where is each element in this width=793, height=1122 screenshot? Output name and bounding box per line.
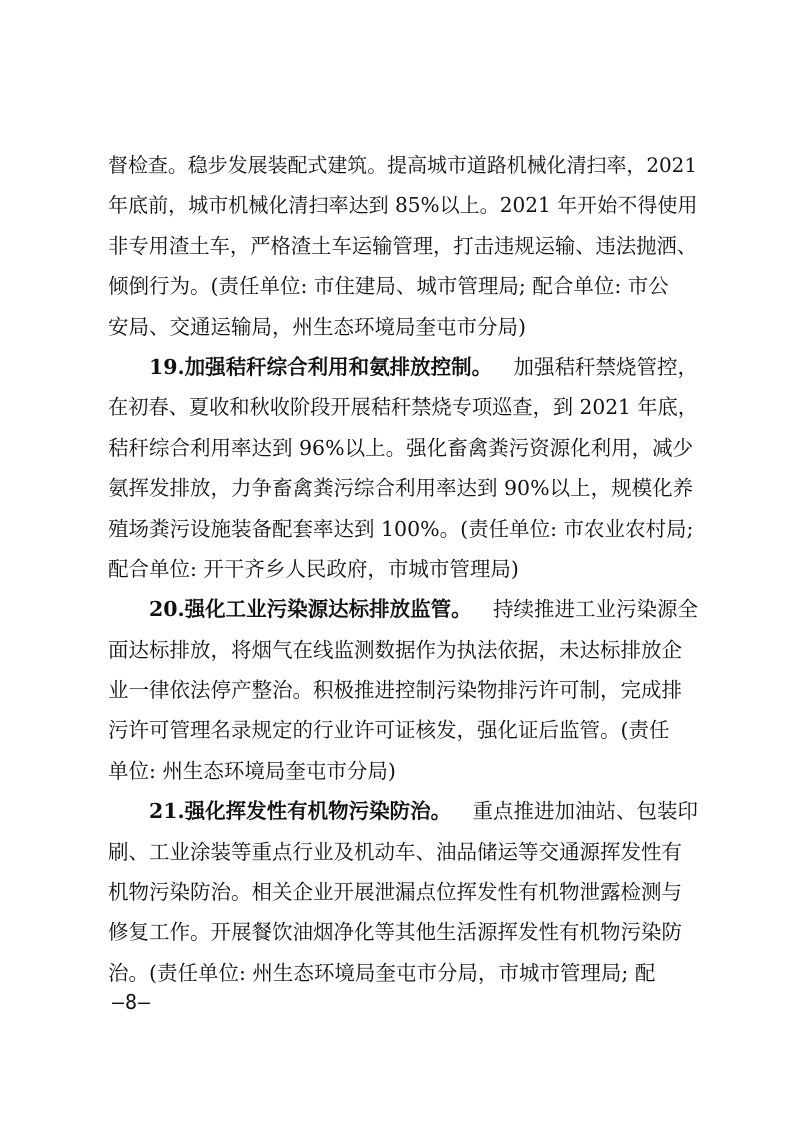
text-line bbox=[108, 428, 698, 468]
line-text: 加强秸秆禁烧管控， bbox=[513, 354, 698, 379]
text-line bbox=[108, 185, 698, 225]
line-text: 倾倒行为。(责任单位: 市住建局、城市管理局; 配合单位: 市公 bbox=[108, 274, 669, 299]
line-text: 配合单位: 开干齐乡人民政府，市城市管理局) bbox=[108, 556, 519, 581]
text-line bbox=[108, 509, 698, 549]
section-19-line bbox=[108, 347, 698, 387]
text-line bbox=[108, 953, 698, 993]
text-line bbox=[108, 710, 698, 750]
text-line bbox=[108, 630, 698, 670]
section-20-line bbox=[108, 589, 698, 629]
text-line bbox=[108, 387, 698, 427]
line-text: 机物污染防治。相关企业开展泄漏点位挥发性有机物泄露检测与 bbox=[108, 880, 682, 905]
section-19-heading: 19.加强秸秆综合利用和氨排放控制。 bbox=[149, 354, 493, 379]
text-line bbox=[108, 670, 698, 710]
text-line bbox=[108, 751, 698, 791]
line-text: 殖场粪污设施装备配套率达到 100%。(责任单位: 市农业农村局; bbox=[108, 516, 694, 541]
line-text: 面达标排放，将烟气在线监测数据作为执法依据，未达标排放企 bbox=[108, 637, 682, 662]
line-text: 年底前，城市机械化清扫率达到 85%以上。2021 年开始不得使用 bbox=[108, 193, 698, 218]
line-text: 非专用渣土车，严格渣土车运输管理，打击违规运输、违法抛洒、 bbox=[108, 233, 698, 258]
line-text: 在初春、夏收和秋收阶段开展秸秆禁烧专项巡查，到 2021 年底， bbox=[108, 395, 698, 420]
text-line bbox=[108, 145, 698, 185]
text-line bbox=[108, 549, 698, 589]
text-line bbox=[108, 266, 698, 306]
text-line bbox=[108, 832, 698, 872]
line-text: 安局、交通运输局，州生态环境局奎屯市分局) bbox=[108, 314, 526, 339]
line-text: 污许可管理名录规定的行业许可证核发，强化证后监管。(责任 bbox=[108, 718, 670, 743]
text-line bbox=[108, 872, 698, 912]
line-text: 修复工作。开展餐饮油烟净化等其他生活源挥发性有机物污染防 bbox=[108, 920, 682, 945]
body-text bbox=[108, 145, 698, 993]
text-line bbox=[108, 912, 698, 952]
page-number: —8— bbox=[112, 990, 152, 1014]
section-21-heading: 21.强化挥发性有机物污染防治。 bbox=[149, 799, 452, 824]
line-text: 业一律依法停产整治。积极推进控制污染物排污许可制，完成排 bbox=[108, 678, 682, 703]
line-text: 督检查。稳步发展装配式建筑。提高城市道路机械化清扫率，2021 bbox=[108, 153, 698, 177]
section-20-heading: 20.强化工业污染源达标排放监管。 bbox=[149, 597, 472, 622]
section-21-line bbox=[108, 791, 698, 831]
line-text: 氨挥发排放，力争畜禽粪污综合利用率达到 90%以上，规模化养 bbox=[108, 476, 694, 501]
text-line bbox=[108, 468, 698, 508]
text-line bbox=[108, 226, 698, 266]
text-line bbox=[108, 307, 698, 347]
line-text: 治。(责任单位: 州生态环境局奎屯市分局，市城市管理局; 配 bbox=[108, 960, 656, 985]
line-text: 单位: 州生态环境局奎屯市分局) bbox=[108, 758, 396, 783]
line-text: 刷、工业涂装等重点行业及机动车、油品储运等交通源挥发性有 bbox=[108, 839, 682, 864]
line-text: 秸秆综合利用率达到 96%以上。强化畜禽粪污资源化利用，减少 bbox=[108, 435, 694, 460]
line-text: 重点推进加油站、包装印 bbox=[472, 799, 698, 824]
line-text: 持续推进工业污染源全 bbox=[493, 597, 698, 622]
